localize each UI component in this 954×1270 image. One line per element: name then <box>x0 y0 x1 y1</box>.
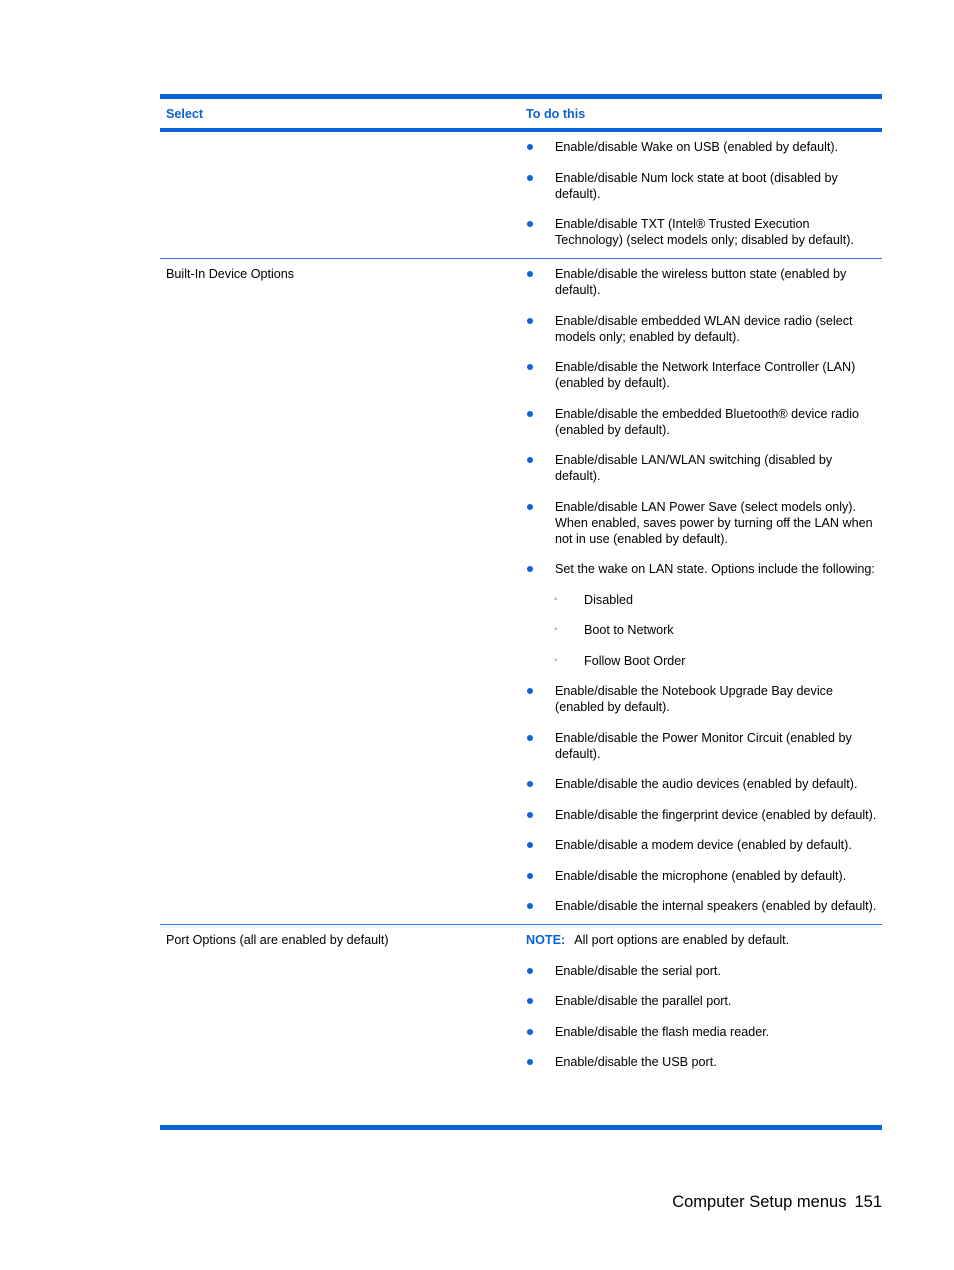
page-number: 151 <box>854 1193 882 1211</box>
table-row <box>160 259 882 925</box>
bullet-icon <box>527 566 533 572</box>
table-bottom-rule <box>160 1125 882 1130</box>
table-header <box>160 99 882 128</box>
circle-bullet-icon: ◦ <box>554 624 558 635</box>
note-text: All port options are enabled by default. <box>574 933 790 947</box>
footer-section-title: Computer Setup menus <box>672 1193 847 1211</box>
bullet-icon <box>527 175 533 181</box>
table-row <box>160 925 882 1080</box>
bullet-icon <box>527 1059 533 1065</box>
list-item: Enable/disable the serial port. <box>526 963 878 979</box>
bullet-icon <box>527 144 533 150</box>
settings-table <box>160 94 882 1080</box>
bullet-icon <box>527 271 533 277</box>
bullet-icon <box>527 968 533 974</box>
circle-bullet-icon: ◦ <box>554 654 558 666</box>
list-item: Enable/disable the audio devices (enabled by default). <box>526 776 878 792</box>
list-item: Enable/disable embedded WLAN device radio (select models only; enabled by default). <box>526 313 878 345</box>
list-item: Enable/disable the parallel port. <box>526 993 878 1009</box>
list-item: Enable/disable the Network Interface Controller (LAN) (enabled by default). <box>526 359 878 391</box>
todo-cell <box>520 925 882 1080</box>
bullet-icon <box>527 1029 533 1035</box>
list-item: Enable/disable Num lock state at boot (disabled by default). <box>526 170 878 202</box>
list-item: Enable/disable the Power Monitor Circuit (enabled by default). <box>526 730 878 762</box>
table-row <box>160 132 882 259</box>
bullet-icon <box>527 842 533 848</box>
header-select: Select <box>166 106 204 121</box>
bullet-icon <box>527 221 533 227</box>
sub-list-item: ◦ Disabled <box>554 592 634 607</box>
list-item: Enable/disable Wake on USB (enabled by default). <box>526 139 878 155</box>
bullet-icon <box>527 735 533 741</box>
list-item: Enable/disable LAN/WLAN switching (disabled by default). <box>526 452 878 484</box>
bullet-icon <box>527 688 533 694</box>
list-item: Enable/disable the embedded Bluetooth® device radio (enabled by default). <box>526 406 878 438</box>
list-item: Enable/disable the fingerprint device (enabled by default). <box>526 807 878 823</box>
sub-list-item: ◦ Follow Boot Order <box>554 653 686 668</box>
sub-list-item: ◦ Boot to Network <box>554 623 674 637</box>
todo-cell <box>520 132 882 258</box>
circle-bullet-icon: ◦ <box>554 593 558 605</box>
list-item: Enable/disable the microphone (enabled by default). <box>526 868 878 884</box>
list-item: Enable/disable the wireless button state (enabled by default). <box>526 266 878 298</box>
list-item: Enable/disable LAN Power Save (select models only). When enabled, saves power by turning off the LAN when not in use (enabled by default). <box>526 499 878 547</box>
bullet-icon <box>527 903 533 909</box>
bullet-icon <box>527 998 533 1004</box>
note-label: NOTE: <box>526 933 566 947</box>
bullet-icon <box>527 364 533 370</box>
header-todo: To do this <box>526 106 586 121</box>
list-item: Set the wake on LAN state. Options include the following: <box>526 561 878 577</box>
bullet-icon <box>527 812 533 818</box>
note <box>526 932 878 948</box>
bullet-icon <box>527 781 533 787</box>
select-cell: Port Options (all are enabled by default) <box>166 933 389 947</box>
bullet-icon <box>527 318 533 324</box>
list-item: Enable/disable the Notebook Upgrade Bay device (enabled by default). <box>526 683 878 715</box>
select-cell: Built-In Device Options <box>166 267 295 281</box>
bullet-icon <box>527 504 533 510</box>
list-item: Enable/disable the internal speakers (enabled by default). <box>526 898 878 914</box>
bullet-icon <box>527 411 533 417</box>
page-footer <box>672 1193 882 1212</box>
todo-cell <box>520 259 882 924</box>
list-item: Enable/disable a modem device (enabled by default). <box>526 837 878 853</box>
select-cell <box>160 132 520 258</box>
list-item: Enable/disable the USB port. <box>526 1054 878 1070</box>
list-item: Enable/disable TXT (Intel® Trusted Execution Technology) (select models only; disabled by default). <box>526 216 878 248</box>
bullet-icon <box>527 873 533 879</box>
list-item: Enable/disable the flash media reader. <box>526 1024 878 1040</box>
bullet-icon <box>527 457 533 463</box>
